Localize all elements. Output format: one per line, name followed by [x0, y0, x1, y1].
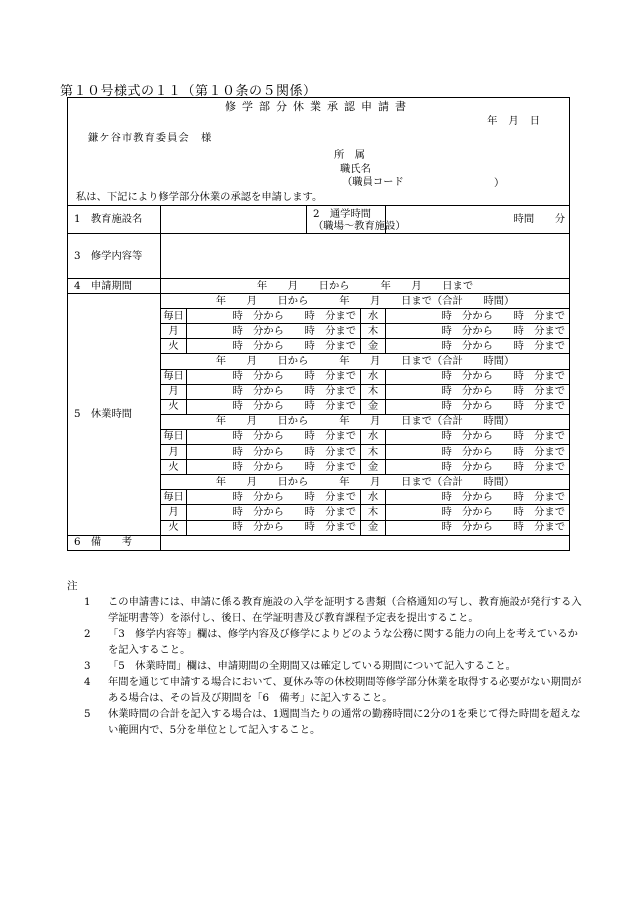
weekday-label: 毎日 [161, 429, 187, 444]
time-range[interactable]: 時 分から 時 分まで [386, 505, 570, 520]
name-label: 職氏名 [340, 163, 371, 175]
weekday-label: 水 [361, 490, 386, 505]
employee-code-label: （職員コード [342, 176, 404, 188]
application-period-field[interactable]: 年 月 日から 年 月 日まで [161, 279, 570, 294]
time-range[interactable]: 時 分から 時 分まで [187, 429, 361, 444]
application-form [67, 97, 570, 551]
note-number: 4 [84, 676, 91, 688]
time-range[interactable]: 時 分から 時 分まで [187, 309, 361, 324]
time-range[interactable]: 時 分から 時 分まで [187, 384, 361, 399]
note-item [84, 658, 584, 674]
time-range[interactable]: 時 分から 時 分まで [187, 490, 361, 505]
note-item [84, 706, 584, 738]
time-range[interactable]: 時 分から 時 分まで [187, 460, 361, 475]
commute-time-field[interactable]: 時間 分 [386, 206, 570, 234]
application-period-label: 4 申請期間 [68, 279, 161, 294]
application-date: 年月日 [487, 115, 552, 127]
leave-period-line[interactable]: 年 月 日から 年 月 日まで（合計 時間） [161, 414, 570, 429]
note-number: 1 [84, 596, 91, 608]
notes-heading: 注 [67, 580, 78, 592]
form-header [68, 98, 570, 206]
weekday-label: 木 [361, 505, 386, 520]
commute-label [307, 206, 406, 234]
time-range[interactable]: 時 分から 時 分まで [187, 324, 361, 339]
note-text: この申請書には、申請に係る教育施設の入学を証明する書類（合格通知の写し、教育施設が発行する入学証明書等）を添付し、後日、在学証明書及び教育課程予定表を提出すること。 [108, 596, 582, 624]
commute-label-sub: （職場～教育施設） [313, 219, 406, 232]
note-number: 2 [84, 628, 91, 640]
note-text: 「3 修学内容等」欄は、修学内容及び修学によりどのような公務に関する能力の向上を考えているかを記入すること。 [108, 628, 578, 656]
note-item [84, 674, 584, 706]
weekday-label: 金 [361, 460, 386, 475]
weekday-label: 木 [361, 445, 386, 460]
weekday-label: 毎日 [161, 490, 187, 505]
time-range[interactable]: 時 分から 時 分まで [386, 384, 570, 399]
time-range[interactable]: 時 分から 時 分まで [386, 490, 570, 505]
weekday-label: 毎日 [161, 309, 187, 324]
note-item [84, 594, 584, 626]
weekday-label: 水 [361, 369, 386, 384]
weekday-label: 木 [361, 324, 386, 339]
institution-label: 1 教育施設名 [68, 206, 161, 234]
note-text: 「5 休業時間」欄は、申請期間の全期間又は確定している期間について記入すること。 [108, 660, 516, 672]
note-number: 5 [84, 708, 91, 720]
weekday-label: 水 [361, 429, 386, 444]
time-range[interactable]: 時 分から 時 分まで [386, 369, 570, 384]
time-range[interactable]: 時 分から 時 分まで [386, 460, 570, 475]
remarks-label: 6 備 考 [68, 535, 161, 550]
note-item [84, 626, 584, 658]
weekday-label: 金 [361, 399, 386, 414]
weekday-label: 火 [161, 399, 187, 414]
weekday-label: 月 [161, 505, 187, 520]
leave-time-label: 5 休業時間 [68, 294, 161, 536]
weekday-label: 金 [361, 339, 386, 354]
time-range[interactable]: 時 分から 時 分まで [386, 339, 570, 354]
time-range[interactable]: 時 分から 時 分まで [386, 309, 570, 324]
employee-code-close: ） [494, 177, 505, 189]
time-range[interactable]: 時 分から 時 分まで [386, 324, 570, 339]
note-text: 休業時間の合計を記入する場合は、1週間当たりの通常の勤務時間に2分の1を乗じて得た時間を超えない範囲内で、5分を単位として記入すること。 [108, 708, 581, 736]
leave-period-line[interactable]: 年 月 日から 年 月 日まで（合計 時間） [161, 294, 570, 309]
time-range[interactable]: 時 分から 時 分まで [187, 445, 361, 460]
time-range[interactable]: 時 分から 時 分まで [386, 445, 570, 460]
weekday-label: 金 [361, 520, 386, 535]
time-range[interactable]: 時 分から 時 分まで [187, 399, 361, 414]
note-number: 3 [84, 660, 91, 672]
note-text: 年間を通じて申請する場合において、夏休み等の休校期間等修学部分休業を取得する必要がない期間がある場合は、その旨及び期間を「6 備考」に記入すること。 [108, 676, 582, 704]
weekday-label: 火 [161, 460, 187, 475]
addressee: 鎌ケ谷市教育委員会 様 [88, 132, 213, 144]
study-content-label: 3 修学内容等 [68, 234, 161, 279]
form-number-heading: 第１０号様式の１１（第１０条の５関係） [60, 84, 317, 99]
weekday-label: 毎日 [161, 369, 187, 384]
time-range[interactable]: 時 分から 時 分まで [386, 520, 570, 535]
leave-period-line[interactable]: 年 月 日から 年 月 日まで（合計 時間） [161, 475, 570, 490]
weekday-label: 月 [161, 324, 187, 339]
study-content-field[interactable] [161, 234, 570, 279]
weekday-label: 火 [161, 520, 187, 535]
affiliation-label: 所 属 [334, 149, 365, 161]
weekday-label: 月 [161, 445, 187, 460]
remarks-field[interactable] [161, 535, 570, 550]
weekday-label: 火 [161, 339, 187, 354]
time-range[interactable]: 時 分から 時 分まで [386, 429, 570, 444]
leave-period-line[interactable]: 年 月 日から 年 月 日まで（合計 時間） [161, 354, 570, 369]
time-range[interactable]: 時 分から 時 分まで [187, 339, 361, 354]
time-range[interactable]: 時 分から 時 分まで [386, 399, 570, 414]
request-statement: 私は、下記により修学部分休業の承認を申請します。 [76, 191, 323, 203]
weekday-label: 木 [361, 384, 386, 399]
time-range[interactable]: 時 分から 時 分まで [187, 520, 361, 535]
institution-field[interactable] [161, 206, 307, 234]
form-title: 修学部分休業承認申請書 [225, 100, 412, 113]
time-range[interactable]: 時 分から 時 分まで [187, 505, 361, 520]
weekday-label: 水 [361, 309, 386, 324]
time-range[interactable]: 時 分から 時 分まで [187, 369, 361, 384]
commute-label-main: 2 通学時間 [313, 207, 372, 220]
weekday-label: 月 [161, 384, 187, 399]
notes-list [84, 594, 584, 738]
